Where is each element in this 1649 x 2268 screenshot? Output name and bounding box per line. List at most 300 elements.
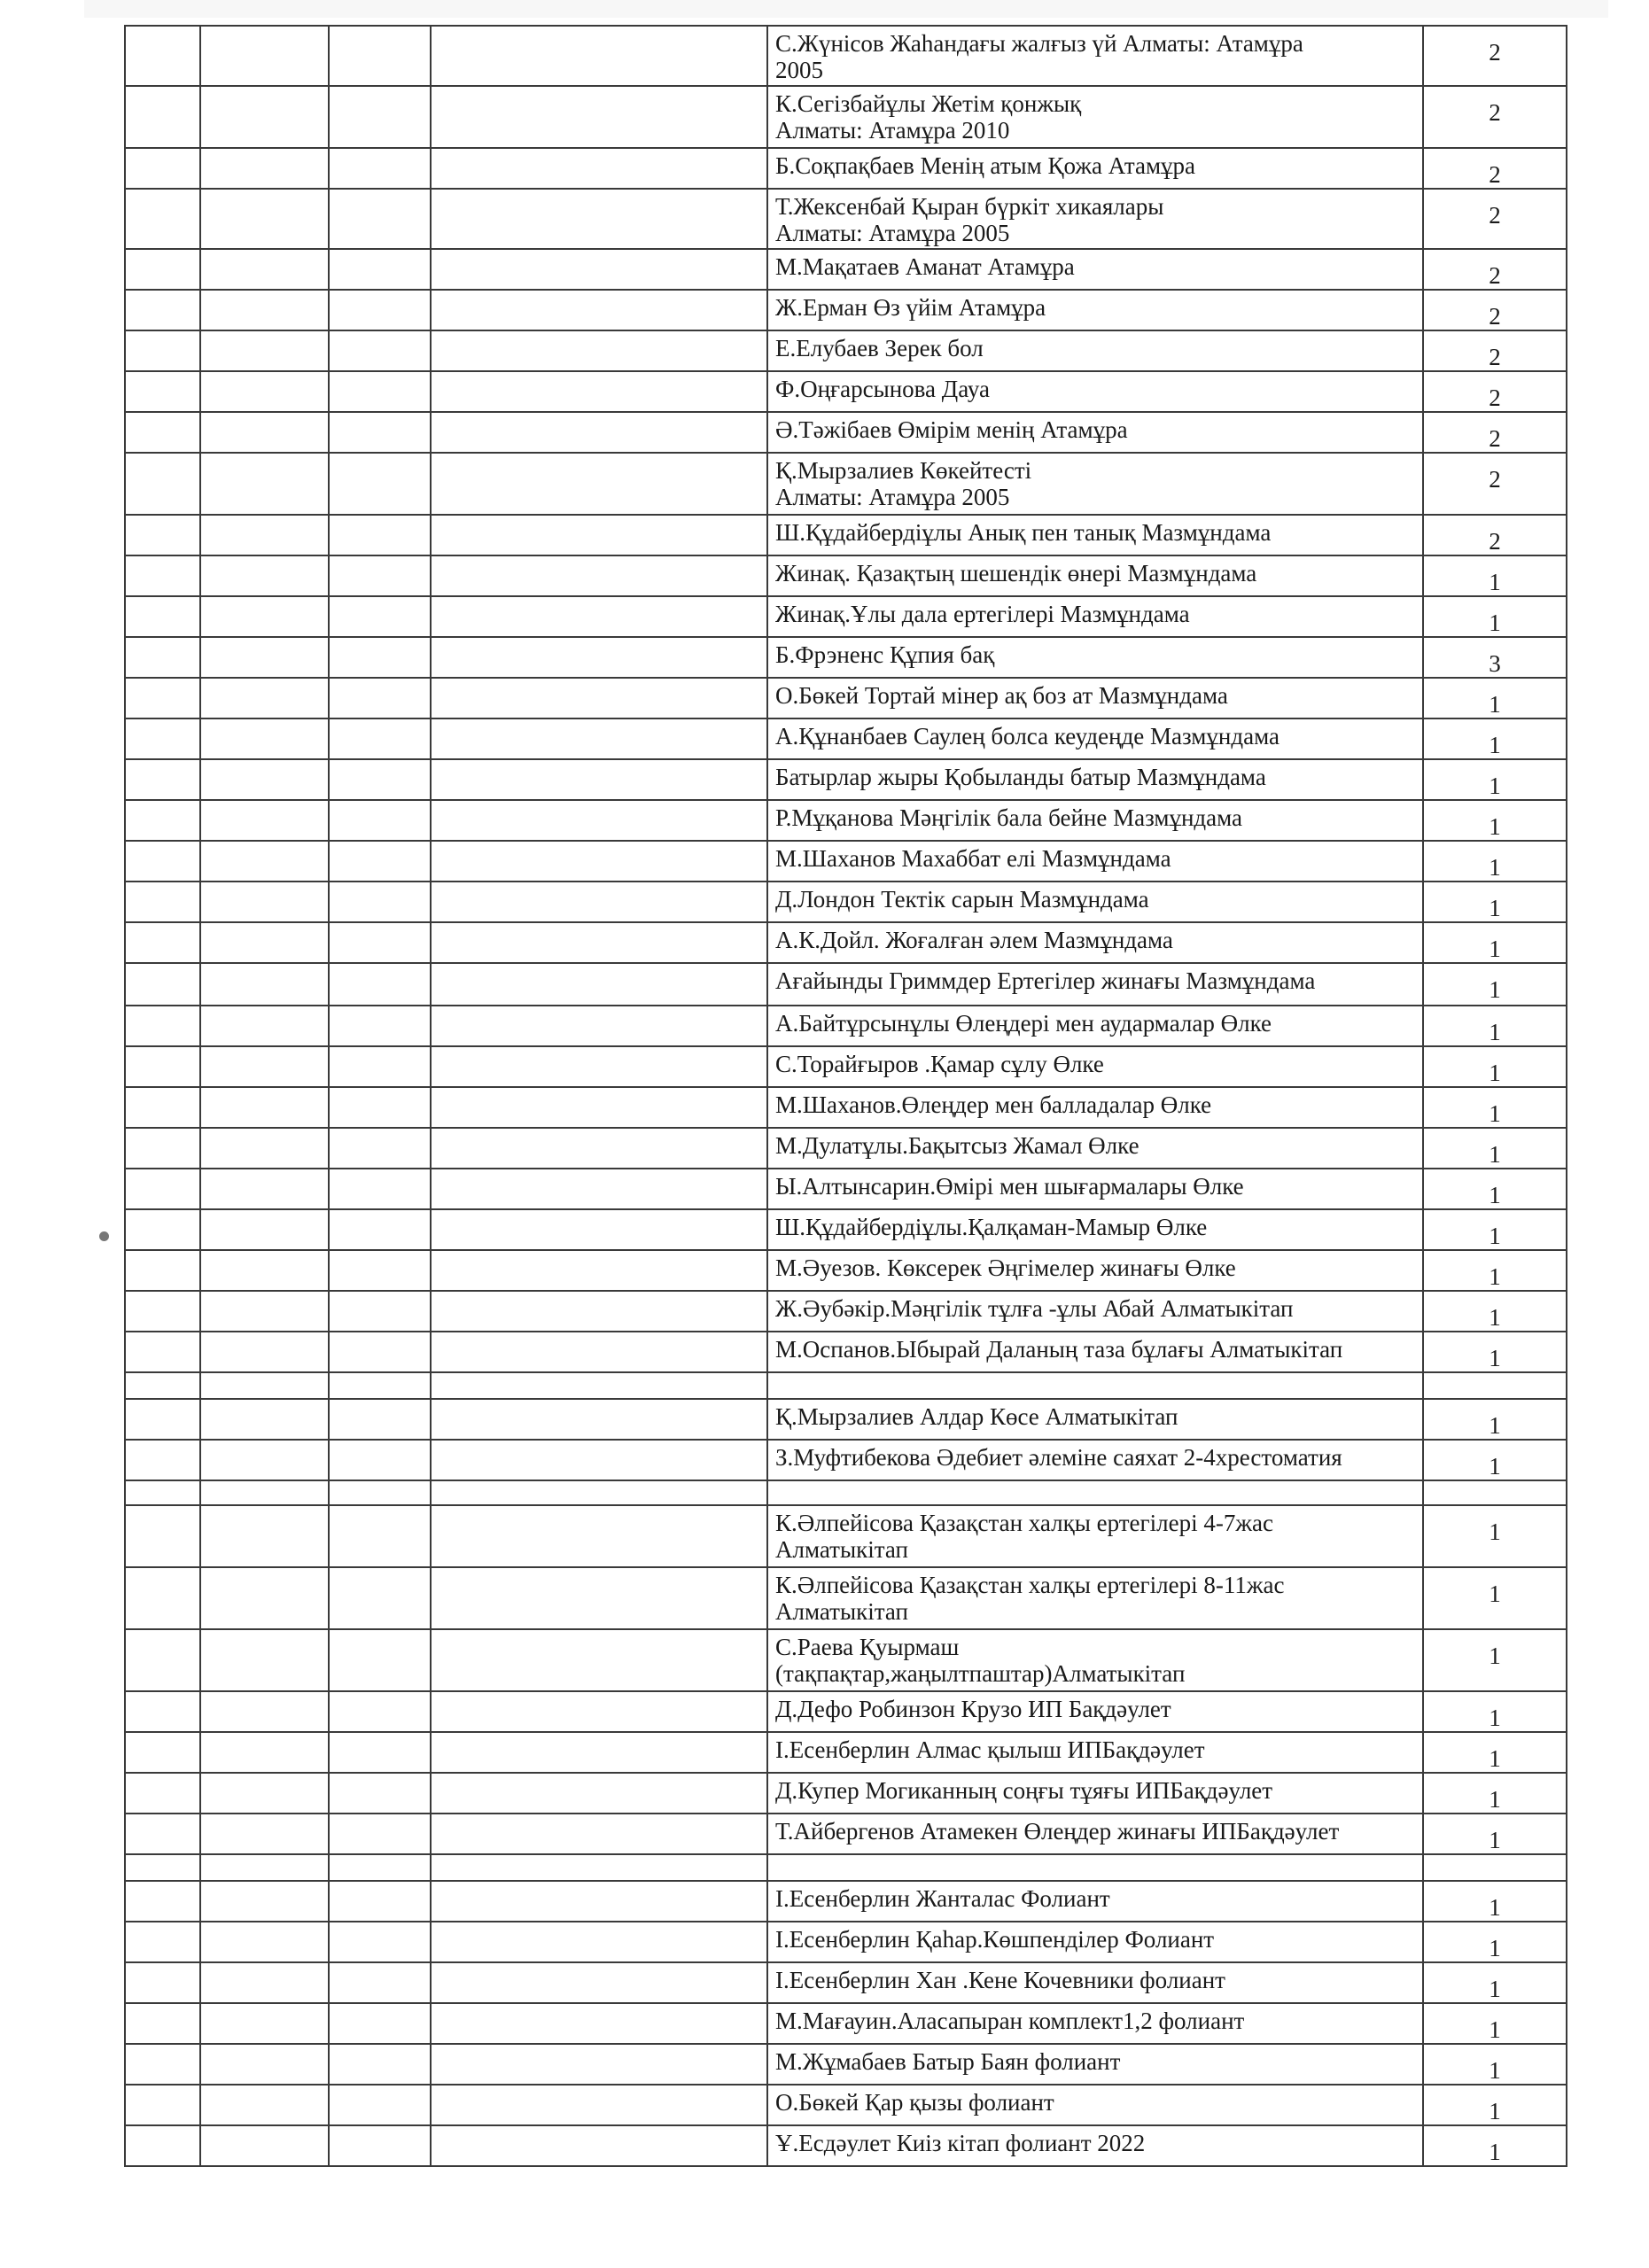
empty-cell-col4 [431,1250,767,1291]
empty-cell-col2 [200,330,329,371]
table-body [125,26,1567,2166]
empty-cell-col3 [329,922,431,963]
empty-cell-col2 [200,2003,329,2044]
empty-cell-col2 [200,1169,329,1209]
book-title-cell: С.Жүнісов Жаһандағы жалғыз үй Алматы: Атамұра 2005 [767,26,1423,86]
book-title-cell: К.Әлпейісова Қазақстан халқы ертегілері 8-11жас Алматыкітап [767,1567,1423,1629]
empty-cell-col3 [329,249,431,290]
book-title-cell: Қ.Мырзалиев Алдар Көсе Алматыкітап [767,1399,1423,1440]
empty-cell-col3 [329,678,431,718]
quantity-cell: 2 [1423,26,1567,86]
empty-cell-col4 [431,596,767,637]
empty-cell-col2 [200,2085,329,2125]
empty-cell-col1 [125,1046,200,1087]
quantity-cell [1423,1480,1567,1505]
book-title-cell: К.Сегізбайұлы Жетім қонжық Алматы: Атамұра 2010 [767,86,1423,148]
empty-cell-col1 [125,1372,200,1399]
empty-cell-col1 [125,1332,200,1372]
quantity-cell: 1 [1423,1209,1567,1250]
empty-cell-col4 [431,26,767,86]
empty-cell-col1 [125,1440,200,1480]
empty-cell-col1 [125,330,200,371]
empty-cell-col3 [329,800,431,841]
empty-cell-col4 [431,86,767,148]
empty-cell-col4 [431,555,767,596]
empty-cell-col1 [125,759,200,800]
empty-cell-col4 [431,1046,767,1087]
empty-cell-col4 [431,882,767,922]
empty-cell-col4 [431,637,767,678]
empty-cell-col3 [329,1567,431,1629]
empty-cell-col2 [200,412,329,453]
empty-cell-col1 [125,1399,200,1440]
empty-cell-col3 [329,1250,431,1291]
quantity-cell: 1 [1423,1567,1567,1629]
empty-cell-col2 [200,1505,329,1567]
table-row [125,2044,1567,2085]
empty-cell-col1 [125,1480,200,1505]
table-row [125,1046,1567,1087]
book-title-cell [767,1372,1423,1399]
empty-cell-col2 [200,882,329,922]
empty-cell-col3 [329,412,431,453]
book-title-cell: Ы.Алтынсарин.Өмірі мен шығармалары Өлке [767,1169,1423,1209]
book-title-cell: А.Байтұрсынұлы Өлеңдері мен аудармалар Өлке [767,1006,1423,1046]
empty-cell-col2 [200,86,329,148]
quantity-cell: 2 [1423,86,1567,148]
empty-cell-col1 [125,1169,200,1209]
table-row [125,1128,1567,1169]
empty-cell-col1 [125,1209,200,1250]
book-title-cell: А.К.Дойл. Жоғалған әлем Мазмұндама [767,922,1423,963]
book-title-cell: Д.Дефо Робинзон Крузо ИП Бақдәулет [767,1691,1423,1732]
book-title-cell: Ұ.Есдәулет Киіз кітап фолиант 2022 [767,2125,1423,2166]
empty-cell-col4 [431,1372,767,1399]
book-title-cell: Жинақ.Ұлы дала ертегілері Мазмұндама [767,596,1423,637]
quantity-cell: 1 [1423,759,1567,800]
table-row [125,1773,1567,1814]
empty-cell-col2 [200,26,329,86]
empty-cell-col3 [329,1046,431,1087]
book-title-cell: Ж.Әубәкір.Мәңгілік тұлға -ұлы Абай Алматыкітап [767,1291,1423,1332]
quantity-cell: 2 [1423,412,1567,453]
empty-cell-col4 [431,453,767,515]
quantity-cell: 1 [1423,922,1567,963]
table-row [125,1814,1567,1854]
empty-cell-col3 [329,2125,431,2166]
book-title-cell: М.Мақатаев Аманат Атамұра [767,249,1423,290]
table-row [125,555,1567,596]
empty-cell-col4 [431,2125,767,2166]
empty-cell-col1 [125,1006,200,1046]
empty-cell-col2 [200,555,329,596]
table-row [125,1006,1567,1046]
empty-cell-col2 [200,922,329,963]
book-title-cell: М.Оспанов.Ыбырай Даланың таза бұлағы Алматыкітап [767,1332,1423,1372]
book-title-cell: Р.Мұқанова Мәңгілік бала бейне Мазмұндама [767,800,1423,841]
empty-cell-col1 [125,1881,200,1922]
book-title-cell: Ж.Ерман Өз үйім Атамұра [767,290,1423,330]
empty-cell-col1 [125,596,200,637]
quantity-cell: 2 [1423,249,1567,290]
empty-cell-col3 [329,1372,431,1399]
empty-cell-col1 [125,189,200,249]
empty-cell-col4 [431,963,767,1006]
quantity-cell: 1 [1423,1399,1567,1440]
empty-cell-col1 [125,412,200,453]
table-row [125,922,1567,963]
table-row [125,1087,1567,1128]
table-row [125,453,1567,515]
quantity-cell: 2 [1423,148,1567,189]
empty-cell-col2 [200,515,329,555]
quantity-cell: 1 [1423,1732,1567,1773]
quantity-cell: 1 [1423,1046,1567,1087]
book-title-cell: С.Торайғыров .Қамар сұлу Өлке [767,1046,1423,1087]
quantity-cell: 1 [1423,882,1567,922]
book-title-cell: О.Бөкей Қар қызы фолиант [767,2085,1423,2125]
table-row [125,718,1567,759]
empty-cell-col3 [329,882,431,922]
table-row [125,86,1567,148]
empty-cell-col4 [431,249,767,290]
quantity-cell: 2 [1423,515,1567,555]
empty-cell-col1 [125,1291,200,1332]
empty-cell-col4 [431,1480,767,1505]
empty-cell-col3 [329,1480,431,1505]
empty-cell-col3 [329,1505,431,1567]
empty-cell-col3 [329,371,431,412]
empty-cell-col4 [431,515,767,555]
quantity-cell: 1 [1423,1250,1567,1291]
book-title-cell: Б.Фрэненс Құпия бақ [767,637,1423,678]
book-title-cell: М.Жұмабаев Батыр Баян фолиант [767,2044,1423,2085]
empty-cell-col4 [431,1629,767,1691]
empty-cell-col2 [200,678,329,718]
table-row [125,2125,1567,2166]
scan-speck [99,1231,109,1241]
empty-cell-col2 [200,637,329,678]
quantity-cell: 1 [1423,1881,1567,1922]
table-row [125,841,1567,882]
table-row [125,1291,1567,1332]
empty-cell-col2 [200,1629,329,1691]
table-row [125,678,1567,718]
empty-cell-col3 [329,1732,431,1773]
book-title-cell: М.Шаханов.Өлеңдер мен балладалар Өлке [767,1087,1423,1128]
empty-cell-col2 [200,1399,329,1440]
table-row [125,26,1567,86]
table-row [125,1399,1567,1440]
book-title-cell: С.Раева Қуырмаш (тақпақтар,жаңылтпаштар)Алматыкітап [767,1629,1423,1691]
empty-cell-col4 [431,1087,767,1128]
empty-cell-col3 [329,596,431,637]
book-title-cell: З.Муфтибекова Әдебиет әлеміне саяхат 2-4хрестоматия [767,1440,1423,1480]
empty-cell-col2 [200,1046,329,1087]
quantity-cell: 1 [1423,1332,1567,1372]
empty-cell-col1 [125,1732,200,1773]
empty-cell-col4 [431,412,767,453]
book-title-cell: Батырлар жыры Қобыланды батыр Мазмұндама [767,759,1423,800]
book-title-cell: І.Есенберлин Қаһар.Көшпенділер Фолиант [767,1922,1423,1962]
empty-cell-col3 [329,515,431,555]
empty-cell-col2 [200,189,329,249]
empty-cell-col1 [125,882,200,922]
empty-cell-col3 [329,26,431,86]
empty-cell-col4 [431,718,767,759]
empty-cell-col4 [431,922,767,963]
empty-cell-col3 [329,290,431,330]
empty-cell-col4 [431,189,767,249]
book-title-cell: М.Дулатұлы.Бақытсыз Жамал Өлке [767,1128,1423,1169]
empty-cell-col1 [125,371,200,412]
quantity-cell: 1 [1423,2125,1567,2166]
empty-cell-col2 [200,1209,329,1250]
table-row [125,596,1567,637]
quantity-cell: 1 [1423,1773,1567,1814]
empty-cell-col4 [431,1332,767,1372]
table-row [125,515,1567,555]
empty-cell-col1 [125,515,200,555]
empty-cell-col4 [431,1732,767,1773]
book-title-cell: М.Шаханов Махаббат елі Мазмұндама [767,841,1423,882]
empty-cell-col1 [125,800,200,841]
empty-cell-col2 [200,1250,329,1291]
empty-cell-col4 [431,1209,767,1250]
empty-cell-col2 [200,800,329,841]
empty-cell-col1 [125,963,200,1006]
empty-cell-col1 [125,453,200,515]
empty-cell-col2 [200,1732,329,1773]
quantity-cell: 2 [1423,189,1567,249]
empty-cell-col2 [200,1814,329,1854]
empty-cell-col1 [125,249,200,290]
empty-cell-col3 [329,2085,431,2125]
book-title-cell: А.Құнанбаев Саулең болса кеудеңде Мазмұндама [767,718,1423,759]
empty-cell-col3 [329,1854,431,1881]
empty-cell-col1 [125,637,200,678]
quantity-cell: 2 [1423,330,1567,371]
empty-cell-col4 [431,1169,767,1209]
empty-cell-col4 [431,678,767,718]
table-row [125,1209,1567,1250]
empty-cell-col1 [125,555,200,596]
book-title-cell: Жинақ. Қазақтың шешендік өнері Мазмұндама [767,555,1423,596]
empty-cell-col2 [200,1006,329,1046]
table-row [125,637,1567,678]
empty-cell-col2 [200,1087,329,1128]
empty-cell-col2 [200,1372,329,1399]
book-title-cell: О.Бөкей Тортай мінер ақ боз ат Мазмұндама [767,678,1423,718]
empty-cell-col3 [329,555,431,596]
empty-cell-col3 [329,2044,431,2085]
empty-cell-col4 [431,2003,767,2044]
book-title-cell: Ш.Құдайбердіұлы Анық пен танық Мазмұндама [767,515,1423,555]
quantity-cell: 1 [1423,596,1567,637]
empty-cell-col4 [431,371,767,412]
empty-cell-col2 [200,1480,329,1505]
table-row [125,1169,1567,1209]
empty-cell-col1 [125,718,200,759]
empty-cell-col4 [431,1006,767,1046]
empty-cell-col2 [200,1567,329,1629]
table-row [125,148,1567,189]
empty-cell-col3 [329,1814,431,1854]
empty-cell-col4 [431,759,767,800]
empty-cell-col1 [125,1629,200,1691]
table-row [125,800,1567,841]
empty-cell-col4 [431,148,767,189]
empty-cell-col2 [200,2125,329,2166]
empty-cell-col4 [431,1128,767,1169]
empty-cell-col1 [125,1567,200,1629]
table-row [125,1505,1567,1567]
empty-cell-col4 [431,1881,767,1922]
quantity-cell: 2 [1423,371,1567,412]
quantity-cell: 1 [1423,555,1567,596]
empty-cell-col3 [329,86,431,148]
empty-cell-col1 [125,1128,200,1169]
empty-cell-col1 [125,1691,200,1732]
empty-cell-col4 [431,290,767,330]
empty-cell-col2 [200,1691,329,1732]
table-row [125,330,1567,371]
empty-cell-col1 [125,1962,200,2003]
table-row [125,1629,1567,1691]
empty-cell-col2 [200,1773,329,1814]
book-title-cell: Д.Купер Могиканның соңғы тұяғы ИПБақдәулет [767,1773,1423,1814]
empty-cell-col1 [125,1922,200,1962]
empty-cell-col3 [329,718,431,759]
quantity-cell: 1 [1423,2085,1567,2125]
empty-cell-col4 [431,1922,767,1962]
quantity-cell: 1 [1423,1505,1567,1567]
book-title-cell: М.Мағауин.Аласапыран комплект1,2 фолиант [767,2003,1423,2044]
empty-cell-col3 [329,1209,431,1250]
empty-cell-col1 [125,1814,200,1854]
empty-cell-col2 [200,1440,329,1480]
empty-cell-col2 [200,1291,329,1332]
quantity-cell: 2 [1423,290,1567,330]
quantity-cell: 3 [1423,637,1567,678]
empty-cell-col4 [431,2044,767,2085]
book-title-cell: М.Әуезов. Көксерек Әңгімелер жинағы Өлке [767,1250,1423,1291]
empty-cell-col3 [329,1440,431,1480]
empty-cell-col1 [125,26,200,86]
quantity-cell: 1 [1423,1169,1567,1209]
empty-cell-col1 [125,1087,200,1128]
book-title-cell: І.Есенберлин Хан .Кене Кочевники фолиант [767,1962,1423,2003]
table-row [125,371,1567,412]
table-row [125,882,1567,922]
empty-cell-col3 [329,148,431,189]
quantity-cell: 1 [1423,678,1567,718]
empty-cell-col3 [329,1128,431,1169]
empty-cell-col3 [329,330,431,371]
empty-cell-col1 [125,86,200,148]
empty-cell-col2 [200,249,329,290]
table-row [125,1480,1567,1505]
empty-cell-col3 [329,1291,431,1332]
book-title-cell: Ф.Оңғарсынова Дауа [767,371,1423,412]
book-title-cell: Ш.Құдайбердіұлы.Қалқаман-Мамыр Өлке [767,1209,1423,1250]
empty-cell-col2 [200,1332,329,1372]
empty-cell-col2 [200,2044,329,2085]
table-row [125,1250,1567,1291]
scan-edge [84,0,1608,18]
quantity-cell: 1 [1423,841,1567,882]
book-inventory-table [124,25,1567,2167]
quantity-cell: 1 [1423,1128,1567,1169]
empty-cell-col2 [200,759,329,800]
empty-cell-col4 [431,1691,767,1732]
empty-cell-col3 [329,841,431,882]
table-row [125,1962,1567,2003]
empty-cell-col4 [431,1773,767,1814]
empty-cell-col2 [200,148,329,189]
table-row [125,249,1567,290]
empty-cell-col2 [200,1922,329,1962]
empty-cell-col1 [125,922,200,963]
empty-cell-col1 [125,1773,200,1814]
table-row [125,1854,1567,1881]
table-row [125,963,1567,1006]
quantity-cell [1423,1372,1567,1399]
table-row [125,1372,1567,1399]
empty-cell-col4 [431,841,767,882]
table-row [125,759,1567,800]
quantity-cell: 2 [1423,453,1567,515]
table-row [125,1922,1567,1962]
empty-cell-col3 [329,1922,431,1962]
book-title-cell: Д.Лондон Тектік сарын Мазмұндама [767,882,1423,922]
book-title-cell: Ә.Тәжібаев Өмірім менің Атамұра [767,412,1423,453]
empty-cell-col3 [329,637,431,678]
empty-cell-col3 [329,759,431,800]
quantity-cell: 1 [1423,1291,1567,1332]
book-title-cell: К.Әлпейісова Қазақстан халқы ертегілері 4-7жас Алматыкітап [767,1505,1423,1567]
quantity-cell [1423,1854,1567,1881]
empty-cell-col2 [200,841,329,882]
quantity-cell: 1 [1423,1691,1567,1732]
empty-cell-col1 [125,1505,200,1567]
empty-cell-col4 [431,1567,767,1629]
empty-cell-col3 [329,1332,431,1372]
empty-cell-col4 [431,1962,767,2003]
empty-cell-col2 [200,1128,329,1169]
empty-cell-col1 [125,290,200,330]
empty-cell-col1 [125,841,200,882]
book-title-cell: Т.Жексенбай Қыран бүркіт хикаялары Алматы: Атамұра 2005 [767,189,1423,249]
empty-cell-col3 [329,2003,431,2044]
empty-cell-col3 [329,1962,431,2003]
quantity-cell: 1 [1423,963,1567,1006]
table-row [125,2085,1567,2125]
empty-cell-col4 [431,1505,767,1567]
quantity-cell: 1 [1423,1629,1567,1691]
empty-cell-col4 [431,1854,767,1881]
quantity-cell: 1 [1423,718,1567,759]
empty-cell-col2 [200,963,329,1006]
empty-cell-col1 [125,2085,200,2125]
empty-cell-col2 [200,371,329,412]
book-title-cell: І.Есенберлин Алмас қылыш ИПБақдәулет [767,1732,1423,1773]
empty-cell-col4 [431,800,767,841]
empty-cell-col3 [329,1773,431,1814]
quantity-cell: 1 [1423,1440,1567,1480]
empty-cell-col3 [329,1691,431,1732]
book-title-cell [767,1854,1423,1881]
